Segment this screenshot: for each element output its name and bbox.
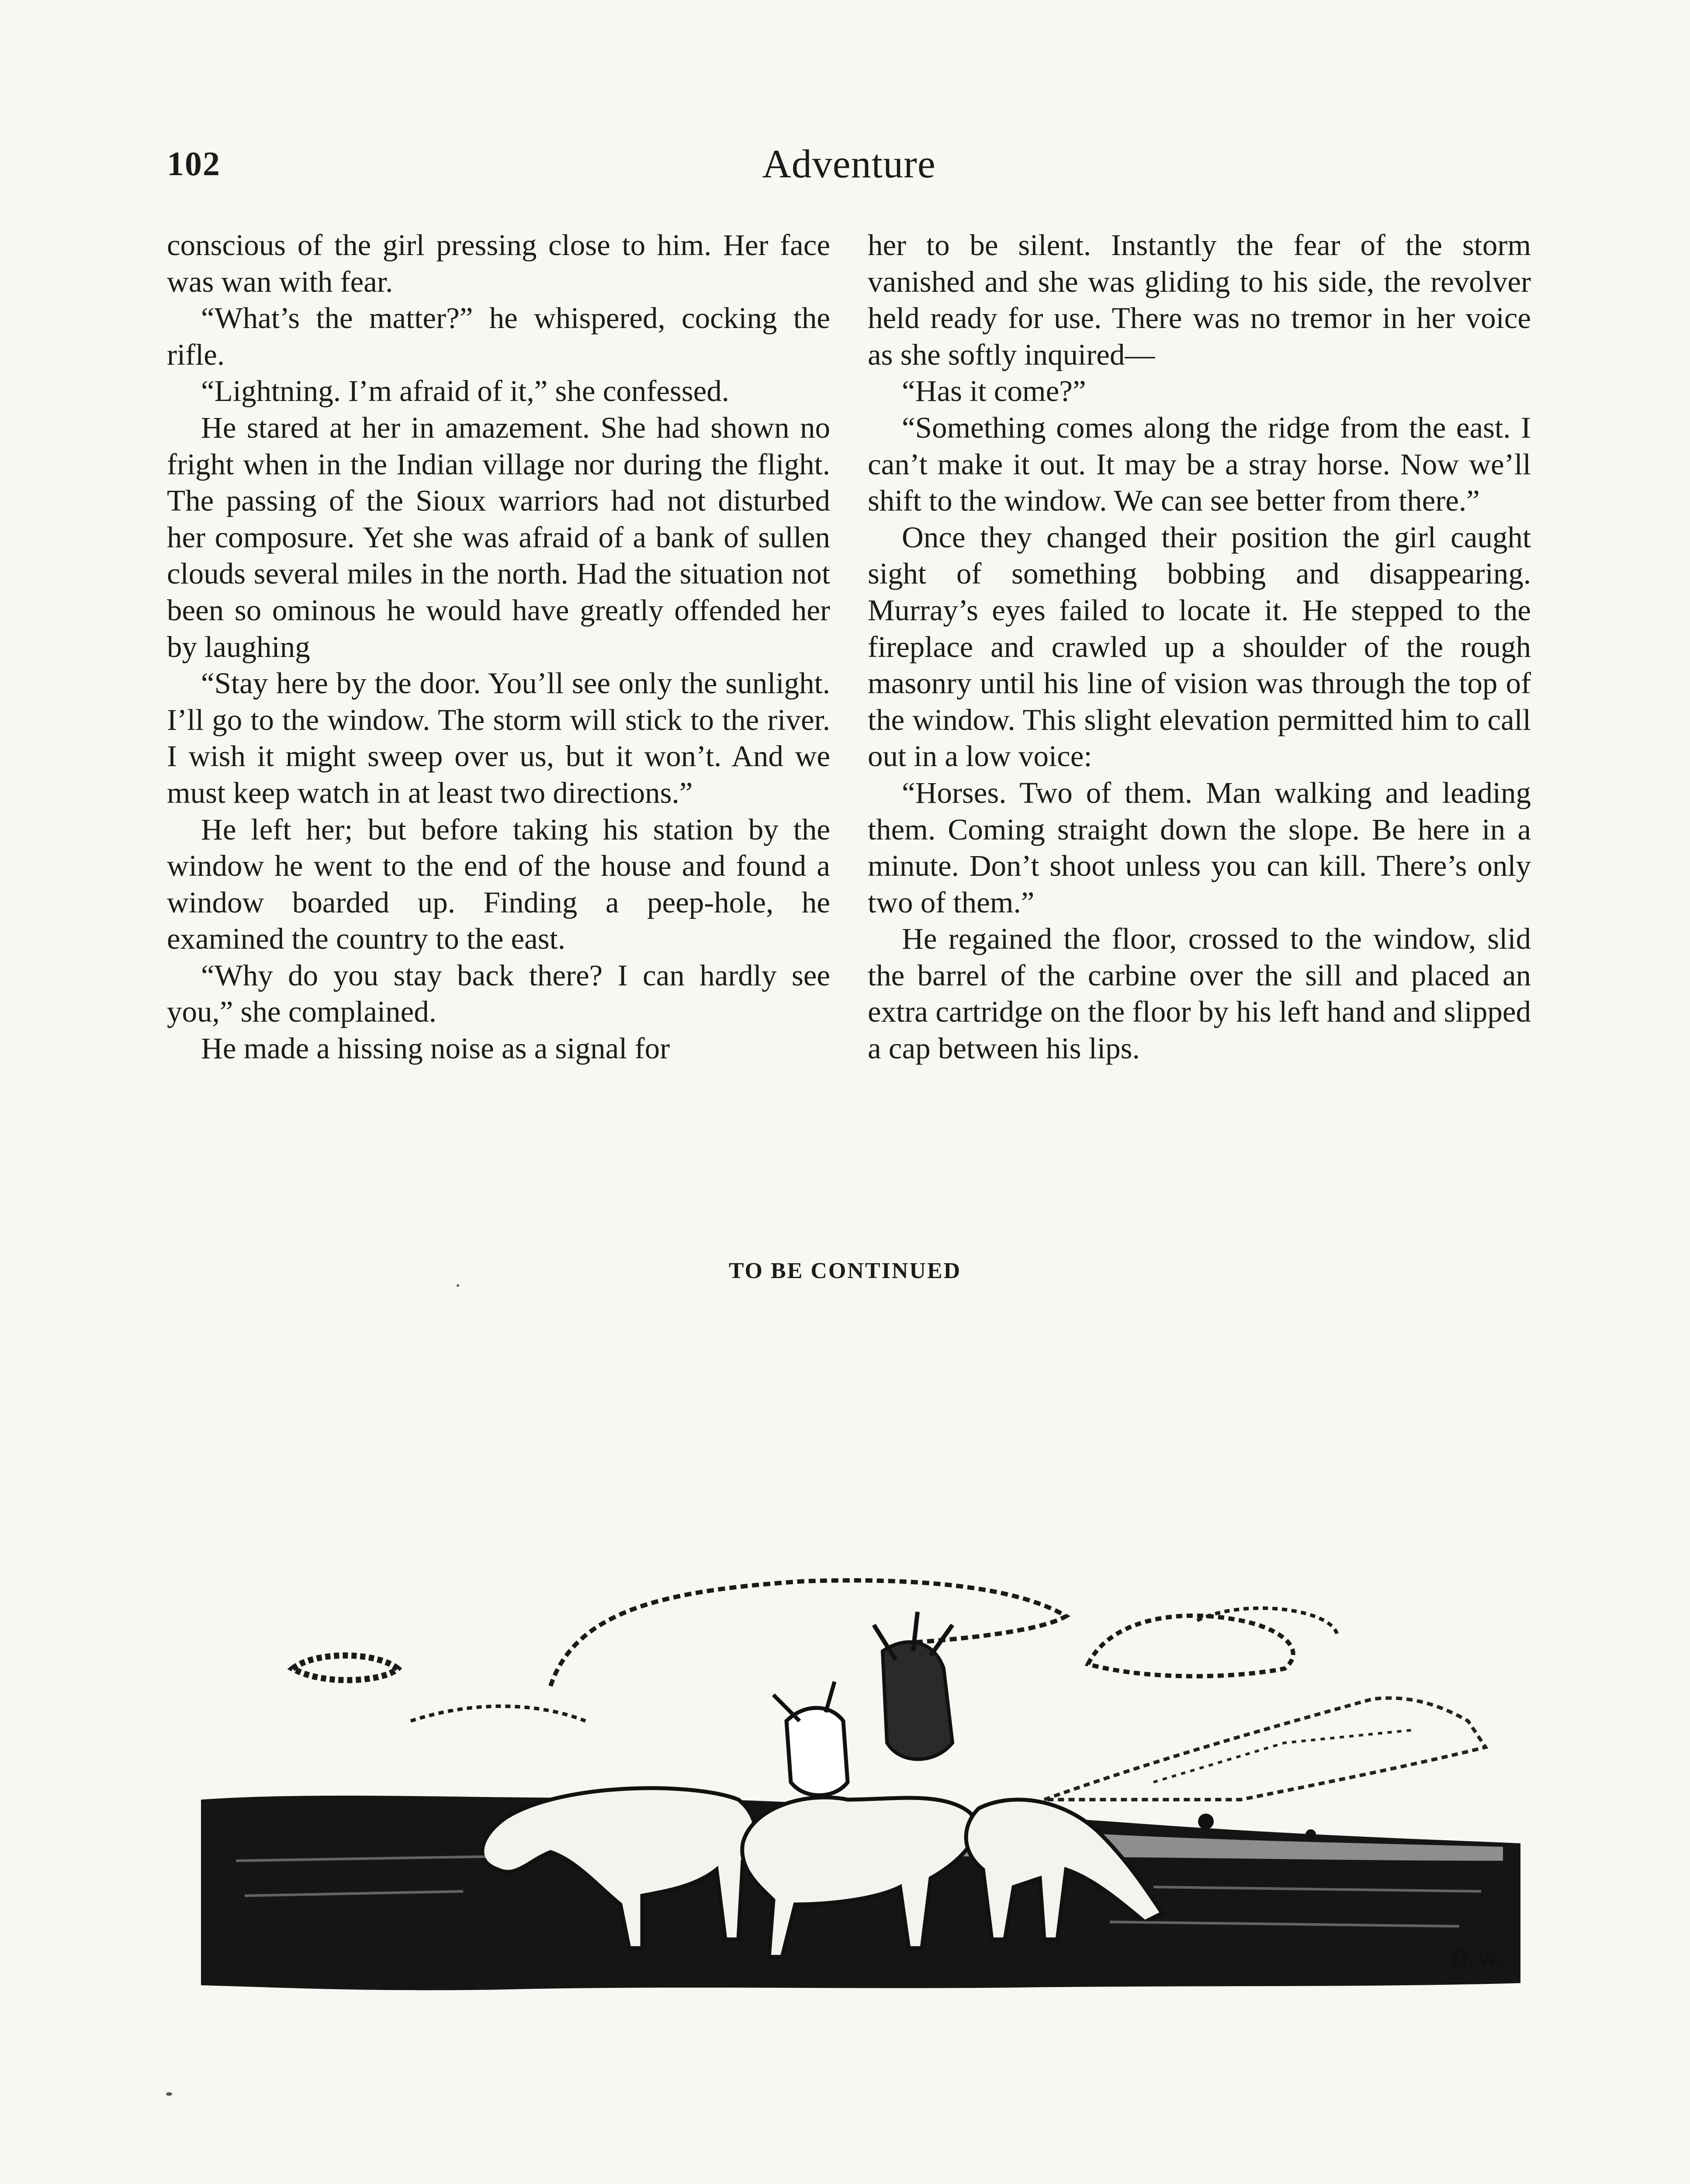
story-columns: [167, 227, 1531, 1258]
tailpiece-illustration: [192, 1555, 1538, 2018]
paragraph: “Stay here by the door. You’ll see only the sunlight. I’ll go to the window. The storm will stick to the river. I wish it might sweep over us, but it won’t. And we must keep watch in at least two directions.”: [167, 667, 830, 809]
paragraph: He regained the floor, crossed to the window, slid the barrel of the carbine over the sill and placed an extra cartridge on the floor by his left hand and slipped a cap between his lips.: [868, 922, 1531, 1065]
paragraph: “Something comes along the ridge from the east. I can’t make it out. It may be a stray horse. Now we’ll shift to the window. We can see better from there.”: [868, 411, 1531, 518]
horses-and-rider-drawing: [192, 1555, 1538, 2018]
paragraph: her to be silent. Instantly the fear of the storm vanished and she was gliding to his side, the revolver held ready for use. There was no tremor in her voice as she softly inquired—: [868, 228, 1531, 371]
paragraph: “Why do you stay back there? I can hardly see you,” she complained.: [167, 958, 830, 1029]
paragraph: “Horses. Two of them. Man walking and leading them. Coming straight down the slope. Be here in a minute. Don’t shoot unless you can kill. There’s only two of them.”: [868, 776, 1531, 919]
right-column: [868, 227, 1531, 1067]
paragraph: “What’s the matter?” he whispered, cocking the rifle.: [167, 301, 830, 371]
page-number: 102: [167, 145, 221, 183]
distant-figure: [1198, 1814, 1214, 1829]
distant-figure: [1306, 1829, 1316, 1840]
artist-signature: D.W.: [1451, 1943, 1505, 1971]
paragraph: “Has it come?”: [902, 374, 1086, 408]
to-be-continued-note: TO BE CONTINUED: [728, 1258, 962, 1283]
paragraph: Once they changed their position the girl caught sight of something bobbing and disappearing. Murray’s eyes failed to locate it. He stepped to the fireplace and crawled up a shoulder of the rough masonry until his line of vision was through the top of the window. This slight elevation permitted him to call out in a low voice:: [868, 520, 1531, 773]
print-speck: [457, 1284, 459, 1287]
paragraph: conscious of the girl pressing close to him. Her face was wan with fear.: [167, 228, 830, 298]
paragraph: He made a hissing noise as a signal for: [201, 1032, 670, 1065]
cloud-right: [1088, 1616, 1293, 1676]
paragraph: “Lightning. I’m afraid of it,” she confessed.: [201, 374, 730, 408]
paragraph: He left her; but before taking his station by the window he went to the end of the house and found a window boarded up. Finding a peep-hole, he examined the country to the east.: [167, 812, 830, 956]
magazine-title: Adventure: [762, 142, 936, 186]
left-column: [167, 227, 830, 1067]
rider-figure: [786, 1708, 848, 1795]
running-head: [167, 144, 1531, 192]
print-speck: [166, 2092, 172, 2096]
paragraph: He stared at her in amazement. She had shown no fright when in the Indian village nor during the flight. The passing of the Sioux warriors had not disturbed her composure. Yet she was afraid of a bank of sullen clouds several miles in the north. Had the situation not been so ominous he would have greatly offended her by laughing: [167, 411, 830, 663]
cloud-left: [293, 1655, 398, 1680]
cloud-center: [551, 1580, 1066, 1686]
